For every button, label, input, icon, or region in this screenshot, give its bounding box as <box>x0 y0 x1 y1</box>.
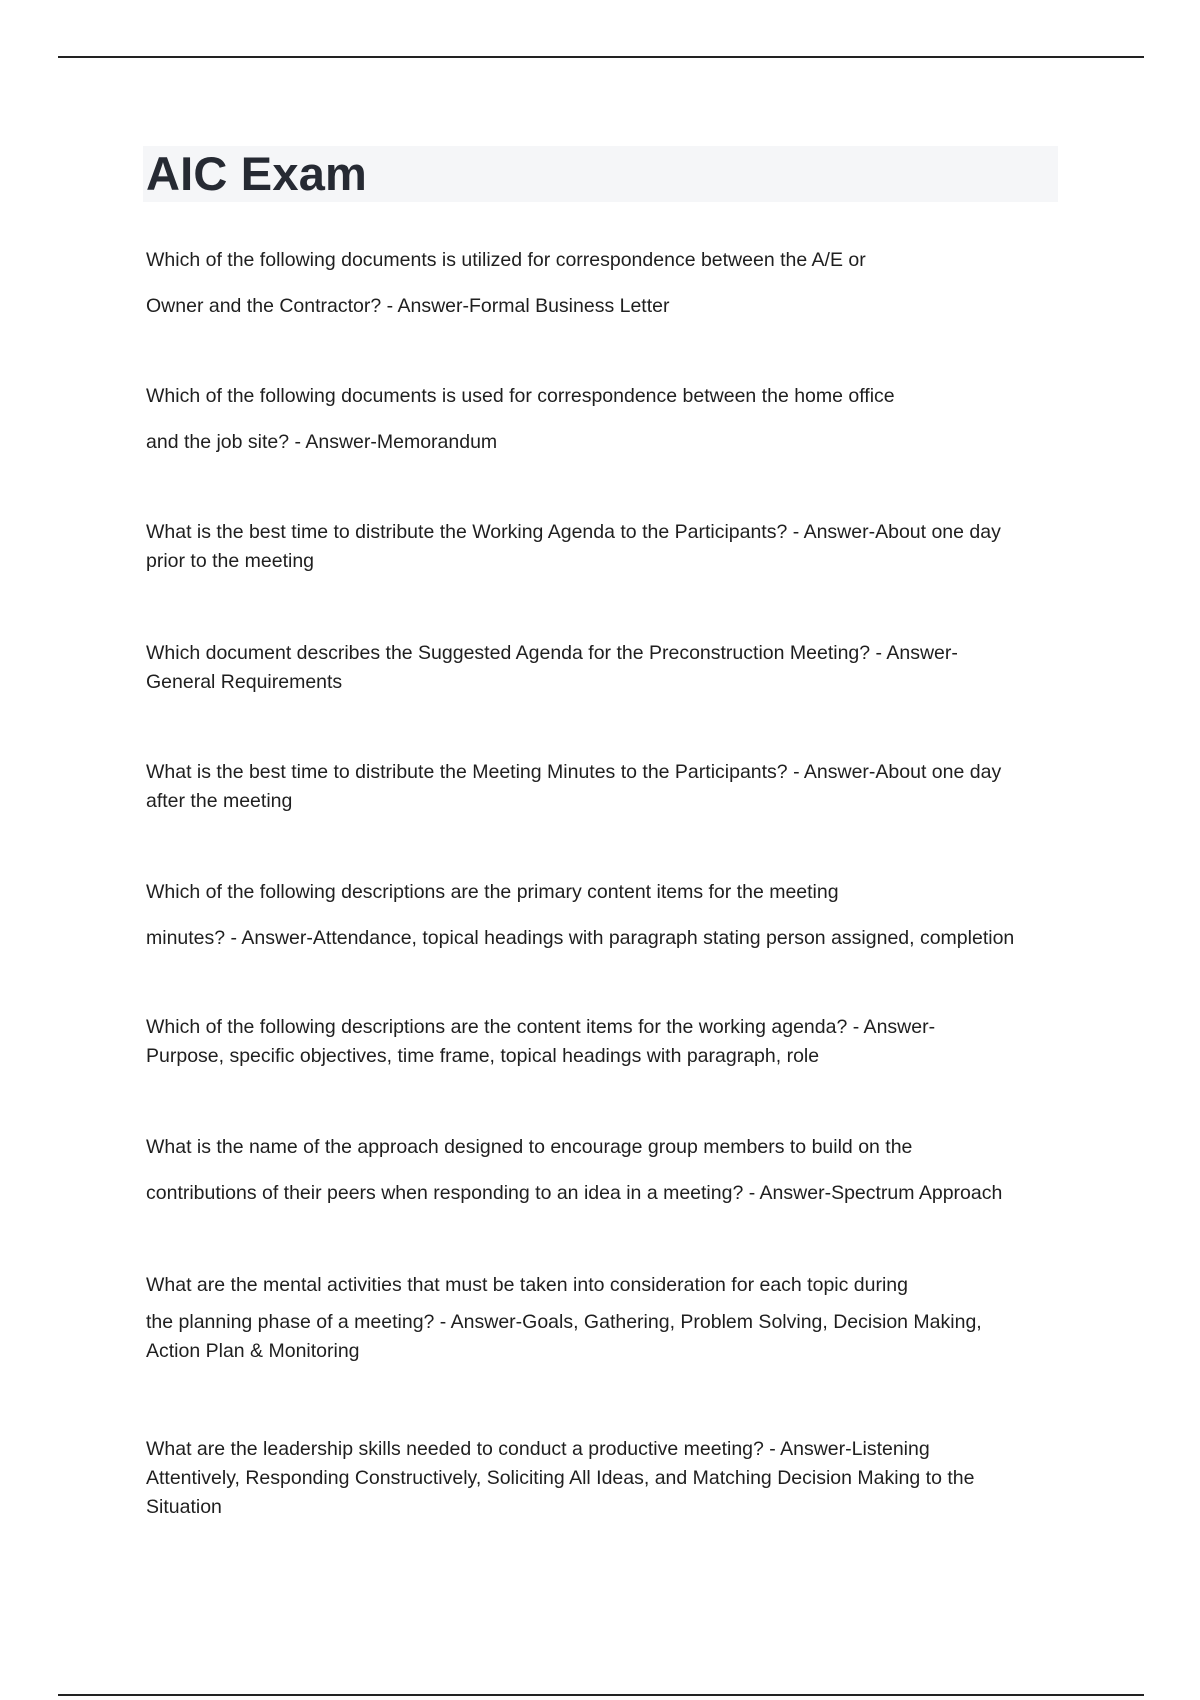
qa-item-7-line-1: Which of the following descriptions are the content items for the working agenda? - Answer- <box>146 1016 936 1038</box>
qa-item-2-line-1: Which of the following documents is used for correspondence between the home office <box>146 385 895 407</box>
qa-item-1 <box>146 237 1066 329</box>
top-rule <box>58 56 1144 58</box>
qa-item-10 <box>146 1435 1066 1522</box>
qa-item-5 <box>146 758 1066 816</box>
qa-item-3-line-2: prior to the meeting <box>146 550 315 572</box>
qa-item-4-line-1: Which document describes the Suggested Agenda for the Preconstruction Meeting? - Answer- <box>146 642 958 664</box>
qa-item-6-line-2: minutes? - Answer-Attendance, topical headings with paragraph stating person assigned, completion <box>146 927 1015 949</box>
qa-item-9-line-2: the planning phase of a meeting? - Answer-Goals, Gathering, Problem Solving, Decision Making, <box>146 1311 982 1333</box>
qa-item-5-line-1: What is the best time to distribute the Meeting Minutes to the Participants? - Answer-About one day <box>146 761 1002 783</box>
qa-item-10-line-2: Attentively, Responding Constructively, Soliciting All Ideas, and Matching Decision Making to the <box>146 1467 975 1489</box>
qa-item-3 <box>146 518 1066 576</box>
qa-item-9-line-3: Action Plan & Monitoring <box>146 1340 360 1362</box>
qa-item-6 <box>146 869 1066 961</box>
qa-item-5-line-2: after the meeting <box>146 790 293 812</box>
qa-item-4 <box>146 639 1066 697</box>
qa-item-8 <box>146 1124 1066 1216</box>
qa-item-7-line-2: Purpose, specific objectives, time frame, topical headings with paragraph, role <box>146 1045 820 1067</box>
qa-item-3-line-1: What is the best time to distribute the Working Agenda to the Participants? - Answer-About one day <box>146 521 1001 543</box>
qa-item-8-line-1: What is the name of the approach designed to encourage group members to build on the <box>146 1136 913 1158</box>
qa-item-10-line-3: Situation <box>146 1496 222 1518</box>
document-title: AIC Exam <box>146 147 368 200</box>
qa-item-6-line-1: Which of the following descriptions are the primary content items for the meeting <box>146 881 839 903</box>
qa-item-4-line-2: General Requirements <box>146 671 343 693</box>
qa-item-8-line-2: contributions of their peers when responding to an idea in a meeting? - Answer-Spectrum Approach <box>146 1182 1003 1204</box>
qa-item-7 <box>146 1013 1066 1071</box>
qa-item-1-line-1: Which of the following documents is utilized for correspondence between the A/E or <box>146 249 866 271</box>
qa-item-9 <box>146 1262 1066 1366</box>
qa-item-2 <box>146 373 1066 465</box>
bottom-rule <box>58 1694 1144 1696</box>
qa-item-10-line-1: What are the leadership skills needed to conduct a productive meeting? - Answer-Listening <box>146 1438 930 1460</box>
qa-item-2-line-2: and the job site? - Answer-Memorandum <box>146 431 498 453</box>
qa-item-1-line-2: Owner and the Contractor? - Answer-Formal Business Letter <box>146 295 670 317</box>
qa-item-9-line-1: What are the mental activities that must be taken into consideration for each topic during <box>146 1274 908 1296</box>
